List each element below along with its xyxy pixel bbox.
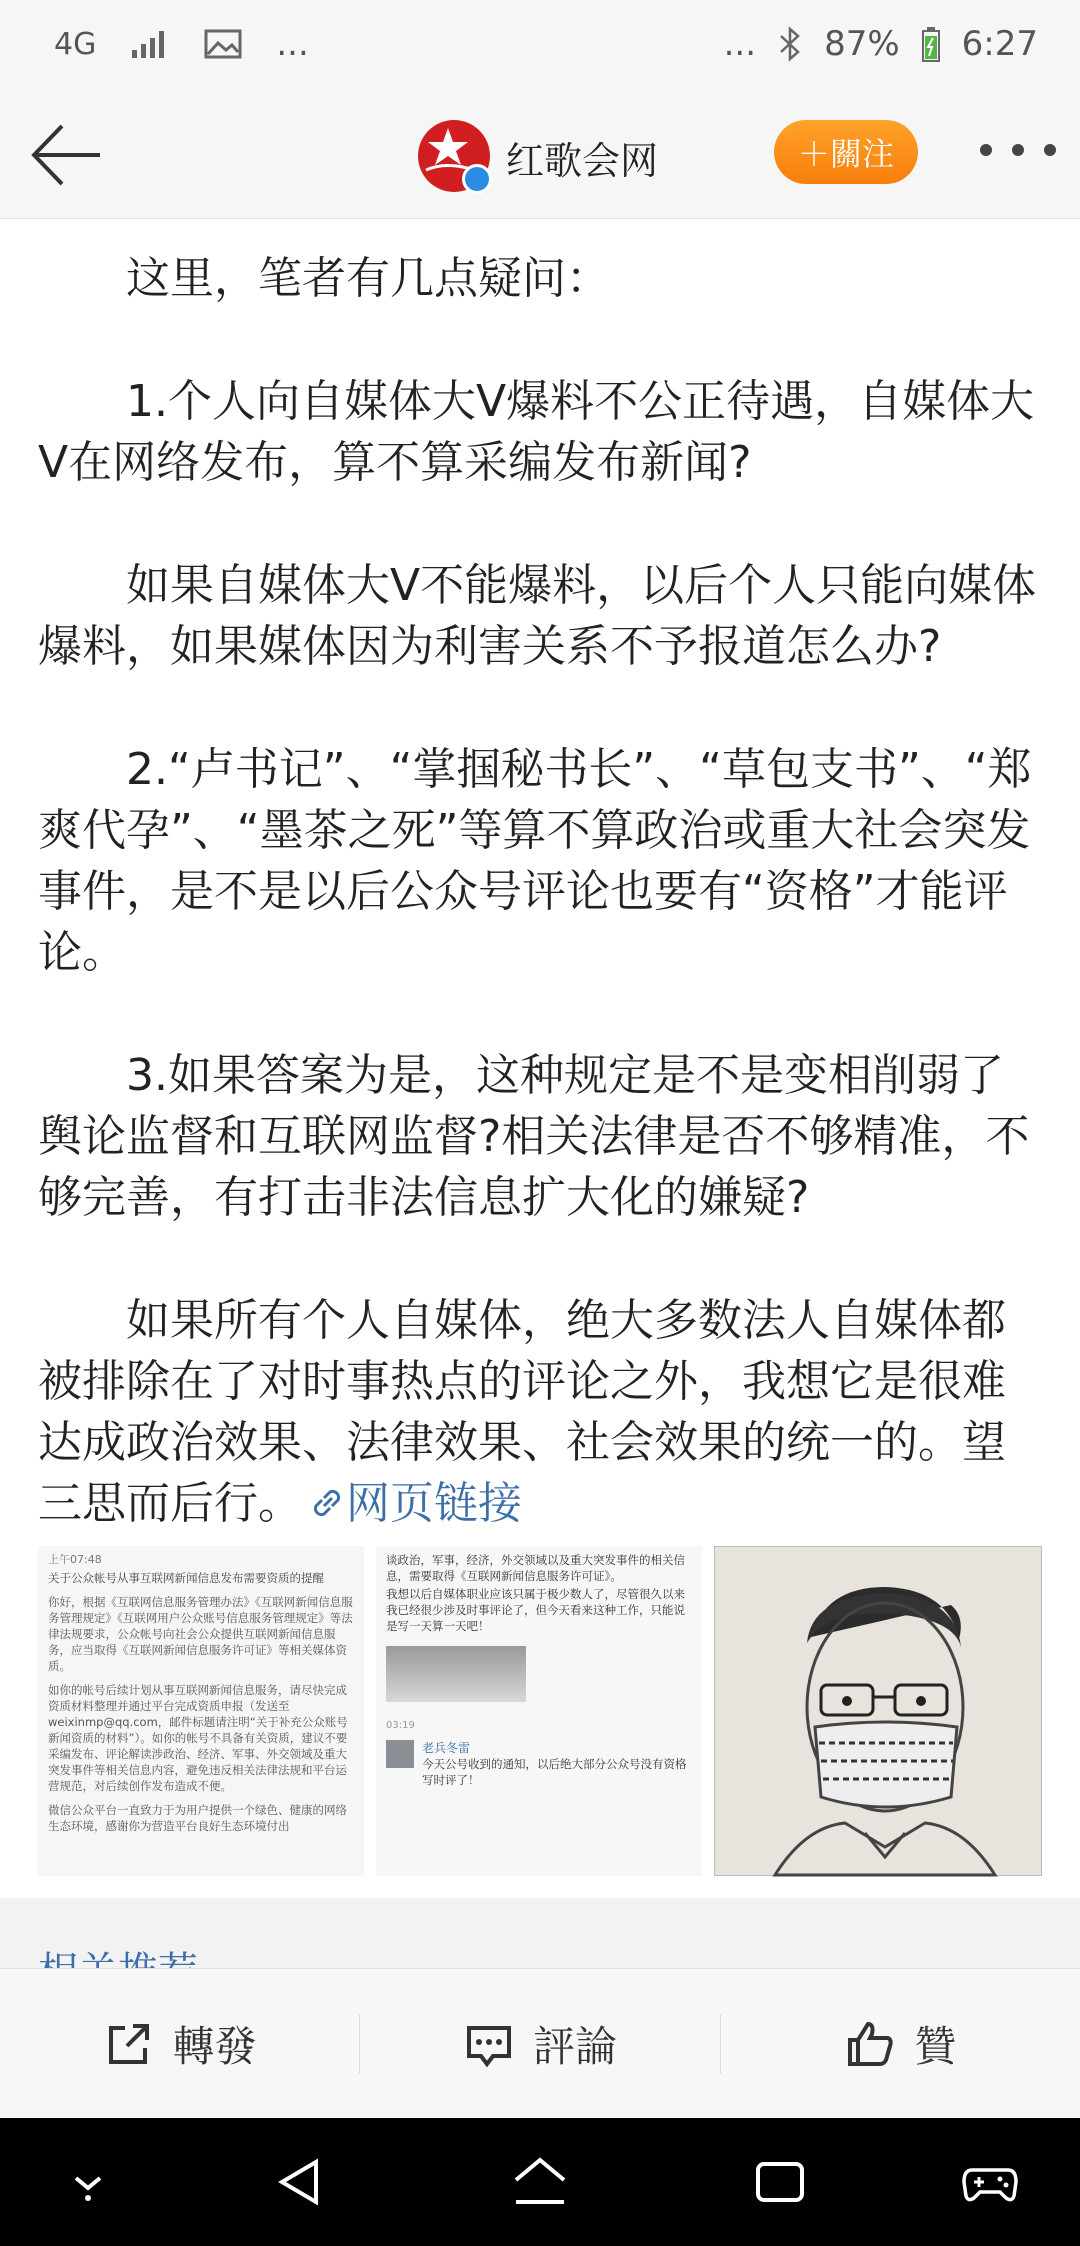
recent-apps-icon[interactable]	[750, 2152, 810, 2212]
masked-portrait-image[interactable]	[714, 1546, 1042, 1876]
article-paragraph: 如果自媒体大V不能爆料，以后个人只能向媒体爆料，如果媒体因为利害关系不予报道怎么办?	[38, 560, 1037, 672]
repost-label: 轉發	[172, 2022, 257, 2071]
status-more-right: ...	[723, 24, 757, 64]
chat-thumbnail	[386, 1646, 526, 1702]
article-paragraph: 3.如果答案为是，这种规定是不是变相削弱了舆论监督和互联网监督?相关法律是否不够精准，不够完善，有打击非法信息扩大化的嫌疑?	[38, 1050, 1030, 1223]
avatar[interactable]	[418, 120, 490, 192]
verified-badge-icon	[462, 164, 492, 194]
home-icon[interactable]	[510, 2152, 570, 2212]
chat-time: 03:19	[386, 1720, 415, 1731]
like-button[interactable]	[721, 2004, 1080, 2084]
notice-greeting: 你好，根据《互联网信息服务管理办法》《互联网新闻信息服务管理规定》《互联网用户公众账号信息服务管理规定》等法律法规要求，公众帐号向社会公众提供互联网新闻信息服务，应当取得《互联网新闻信息服务许可证》等相关媒体资质。	[48, 1595, 353, 1673]
status-more-left: ...	[276, 24, 309, 64]
article-paragraph: 1.个人向自媒体大V爆料不公正待遇，自媒体大V在网络发布，算不算采编发布新闻?	[38, 376, 1035, 488]
chat-comment: 我想以后自媒体职业应该只属于极少数人了，尽管很久以来我已经很少涉及时事评论了，但今天看来这种工作，只能说是写一天算一天吧！	[386, 1587, 685, 1633]
notice-footer: 微信公众平台一直致力于为用户提供一个绿色、健康的网络生态环境，感谢你为营造平台良好生态环境付出	[48, 1803, 347, 1833]
back-arrow-icon[interactable]	[26, 120, 106, 190]
gamepad-icon[interactable]	[960, 2152, 1020, 2212]
web-link-label: 网页链接	[346, 1478, 522, 1529]
article-paragraph-last	[38, 1290, 1042, 1534]
article-paragraph: 2.“卢书记”、“掌掴秘书长”、“草包支书”、“郑爽代孕”、“墨茶之死”等算不算政治或重大社会突发事件，是不是以后公众号评论也要有“资格”才能评论。	[38, 744, 1032, 978]
app-bar	[0, 92, 1080, 219]
clock: 6:27	[961, 24, 1038, 64]
network-indicator: 4G	[54, 26, 97, 62]
notice-time: 上午07:48	[48, 1553, 102, 1566]
system-nav-bar	[0, 2118, 1080, 2246]
article-paragraph-text: 如果所有个人自媒体，绝大多数法人自媒体都被排除在了对时事热点的评论之外，我想它是很难达成政治效果、法律效果、社会效果的统一的。望三思而后行。	[38, 1295, 1006, 1529]
battery-icon	[922, 26, 940, 62]
article-body	[38, 248, 1042, 1534]
portrait-drawing	[715, 1547, 1041, 1875]
signal-icon	[130, 28, 170, 60]
comment-icon	[463, 2018, 515, 2070]
battery-percent: 87%	[824, 24, 900, 64]
back-triangle-icon[interactable]	[270, 2152, 330, 2212]
chat-quote: 谈政治，军事，经济，外交领域以及重大突发事件的相关信息，需要取得《互联网新闻信息服务许可证》。	[386, 1553, 685, 1583]
notice-title: 关于公众帐号从事互联网新闻信息发布需要资质的提醒	[48, 1571, 324, 1585]
repost-button[interactable]	[0, 2004, 359, 2084]
thumbs-up-icon	[844, 2018, 896, 2070]
web-link[interactable]	[302, 1478, 522, 1529]
chat-reply: 今天公号收到的通知，以后绝大部分公众号没有资格写时评了！	[422, 1757, 687, 1787]
comment-button[interactable]	[360, 2004, 719, 2084]
notice-body: 如你的帐号后续计划从事互联网新闻信息服务，请尽快完成资质材料整理并通过平台完成资质申报（发送至weixinmp@qq.com，邮件标题请注明“关于补充公众账号新闻资质的材料”）。如你的帐号不具备有关资质，建议不要采编发布、评论解读涉政治、经济、军事、外交领域及重大突发事件等相关信息内容，避免违反相关法律法规和平台运营规范，对后续创作发布造成不便。	[48, 1683, 348, 1793]
chat-user-avatar	[386, 1740, 414, 1768]
image-icon	[204, 28, 242, 60]
status-bar	[0, 0, 1080, 92]
link-icon	[308, 1484, 346, 1522]
chat-screenshot-image[interactable]	[376, 1546, 702, 1876]
more-options-icon[interactable]	[980, 130, 1056, 170]
account-name[interactable]: 红歌会网	[506, 139, 659, 183]
action-bar	[0, 1968, 1080, 2119]
like-label: 贊	[914, 2022, 957, 2071]
bluetooth-icon	[778, 26, 802, 62]
comment-label: 評論	[532, 2022, 617, 2071]
follow-button[interactable]: ＋關注	[774, 120, 918, 184]
chat-user-name: 老兵冬雷	[422, 1741, 471, 1755]
notice-screenshot-image[interactable]	[38, 1546, 364, 1876]
image-gallery	[38, 1546, 1042, 1876]
chevron-down-icon[interactable]	[58, 2152, 118, 2212]
share-icon	[103, 2018, 155, 2070]
article-paragraph: 这里，笔者有几点疑问：	[126, 253, 610, 304]
